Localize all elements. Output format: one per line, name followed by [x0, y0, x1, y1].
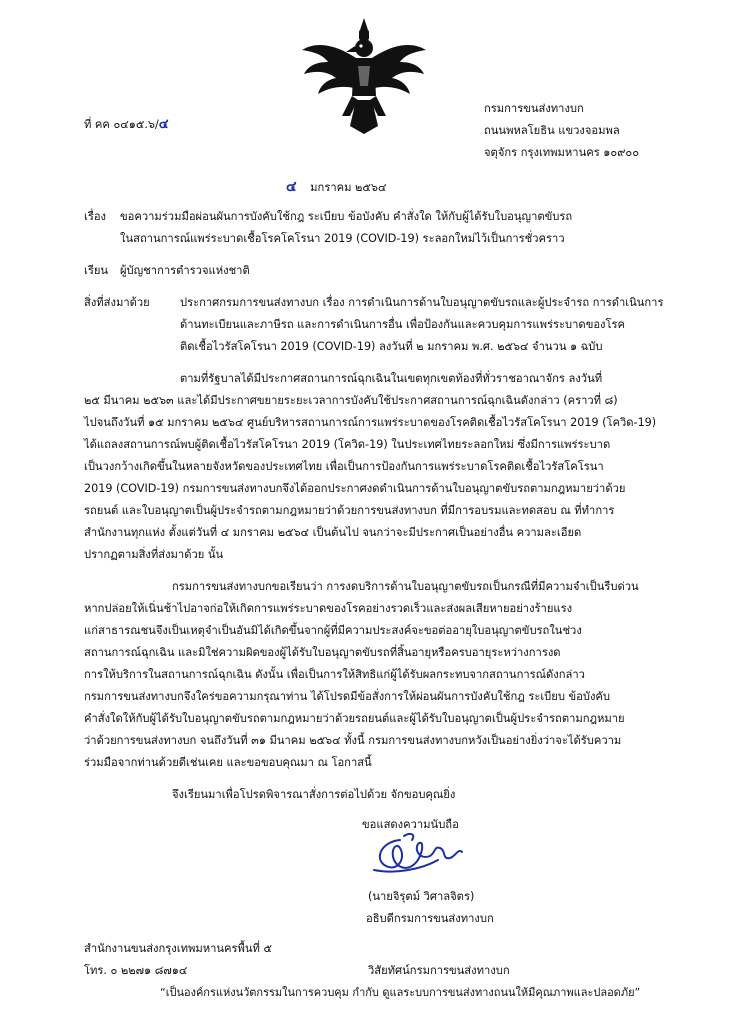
paragraph-line: เป็นวงกว้างเกิดขึ้นในหลายจังหวัดของประเทศไทย เพื่อเป็นการป้องกันการแพร่ระบาดโรคติดเชื้อไวรัสโคโรนา [84, 460, 604, 473]
paragraph-line: ปรากฏตามสิ่งที่ส่งมาด้วย นั้น [84, 548, 224, 561]
recipient-name: ผู้บัญชาการตำรวจแห่งชาติ [120, 264, 250, 277]
paragraph-line: กรมการขนส่งทางบกขอเรียนว่า การงดบริการด้านใบอนุญาตขับรถเป็นกรณีที่มีความจำเป็นรีบด่วน [172, 580, 639, 593]
paragraph-line: ไปจนถึงวันที่ ๑๕ มกราคม ๒๕๖๔ ศูนย์บริหารสถานการณ์การแพร่ระบาดของโรคติดเชื้อไวรัสโคโรนา 2019 (โควิด-19) [84, 416, 657, 429]
agency-address-line1: ถนนพหลโยธิน แขวงจอมพล [484, 124, 620, 137]
paragraph-line: ร่วมมือจากท่านด้วยดีเช่นเคย และขอขอบคุณมา ณ โอกาสนี้ [84, 756, 372, 769]
paragraph-line: รถยนต์ และใบอนุญาตเป็นผู้ประจำรถตามกฎหมายว่าด้วยการขนส่งทางบก ที่มีการอบรมและทดสอบ ณ ที่ทำการ [84, 504, 615, 517]
enclosure-label: สิ่งที่ส่งมาด้วย [84, 296, 150, 309]
paragraph-line: ๒๕ มีนาคม ๒๕๖๓ และได้มีประกาศขยายระยะเวลาการบังคับใช้ประกาศสถานการณ์ฉุกเฉินดังกล่าว (คราวที่ ๘) [84, 394, 618, 407]
letter-date [286, 180, 386, 195]
paragraph-line: แก่สาธารณชนจึงเป็นเหตุจำเป็นอันมิได้เกิดขึ้นจากผู้ที่มีความประสงค์จะขอต่ออายุใบอนุญาตขับรถในช่วง [84, 624, 582, 637]
enclosure-line3: ติดเชื้อไวรัสโคโรนา 2019 (COVID-19) ลงวันที่ ๒ มกราคม พ.ศ. ๒๕๖๔ จำนวน ๑ ฉบับ [180, 340, 603, 353]
footer-vision-text: “เป็นองค์กรแห่งนวัตกรรมในการควบคุม กำกับ ดูแลระบบการขนส่งทางถนนให้มีคุณภาพและปลอดภัย” [160, 986, 641, 999]
subject-line1: ขอความร่วมมือผ่อนผันการบังคับใช้กฎ ระเบียบ ข้อบังคับ คำสั่งใด ให้กับผู้ได้รับใบอนุญาตขับรถ [120, 210, 573, 223]
signer-title: อธิบดีกรมการขนส่งทางบก [366, 912, 494, 925]
ref-number-handwritten: ๔ [158, 117, 169, 132]
paragraph-line: ว่าด้วยการขนส่งทางบก จนถึงวันที่ ๓๑ มีนาคม ๒๕๖๔ ทั้งนี้ กรมการขนส่งทางบกหวังเป็นอย่างยิ่งว่าจะได้รับความ [84, 734, 622, 747]
agency-name: กรมการขนส่งทางบก [484, 102, 584, 115]
signer-name: (นายจิรุตม์ วิศาลจิตร) [368, 890, 475, 903]
paragraph-line: ตามที่รัฐบาลได้มีประกาศสถานการณ์ฉุกเฉินในเขตทุกเขตท้องที่ทั่วราชอาณาจักร ลงวันที่ [180, 372, 603, 385]
agency-address-line2: จตุจักร กรุงเทพมหานคร ๑๐๙๐๐ [484, 146, 640, 159]
paragraph-line: กรมการขนส่งทางบกจึงใคร่ขอความกรุณาท่าน ได้โปรดมีข้อสั่งการให้ผ่อนผันการบังคับใช้กฎ ระเบียบ ข้อบังคับ [84, 690, 610, 703]
footer-vision-label: วิสัยทัศน์กรมการขนส่งทางบก [368, 964, 510, 977]
date-text: มกราคม ๒๕๖๔ [310, 181, 387, 194]
paragraph-line: การให้บริการในสถานการณ์ฉุกเฉิน ดังนั้น เพื่อเป็นการให้สิทธิแก่ผู้ได้รับผลกระทบจากสถานการณ์ดังกล่าว [84, 668, 585, 681]
recipient-label: เรียน [84, 264, 109, 277]
paragraph-line: คำสั่งใดให้กับผู้ได้รับใบอนุญาตขับรถตามกฎหมายว่าด้วยรถยนต์และผู้ได้รับใบอนุญาตเป็นผู้ประจำรถตามกฎหมาย [84, 712, 625, 725]
enclosure-line1: ประกาศกรมการขนส่งทางบก เรื่อง การดำเนินการด้านใบอนุญาตขับรถและผู้ประจำรถ การดำเนินการ [180, 296, 664, 309]
footer-office: สำนักงานขนส่งกรุงเทพมหานครพื้นที่ ๕ [84, 942, 272, 955]
paragraph-line: ได้แถลงสถานการณ์พบผู้ติดเชื้อไวรัสโคโรนา 2019 (โควิด-19) ในประเทศไทยระลอกใหม่ ซึ่งมีการแพร่ระบาด [84, 438, 611, 451]
paragraph-line: หากปล่อยให้เนิ่นช้าไปอาจก่อให้เกิดการแพร่ระบาดของโรคอย่างรวดเร็วและส่งผลเสียหายอย่างร้ายแรง [84, 602, 573, 615]
paragraph-line: สถานการณ์ฉุกเฉิน และมิใช่ความผิดของผู้ได้รับใบอนุญาตขับรถที่สิ้นอายุหรือครบอายุระหว่างการงด [84, 646, 561, 659]
handwritten-signature [360, 830, 470, 878]
ref-number-text: ที่ คค ๐๔๑๕.๖/ [84, 118, 159, 131]
footer-phone: โทร. ๐ ๒๒๗๑ ๘๗๑๔ [84, 964, 188, 977]
garuda-emblem-icon [298, 16, 430, 136]
subject-label: เรื่อง [84, 210, 107, 223]
subject-line2: ในสถานการณ์แพร่ระบาดเชื้อโรคโคโรนา 2019 (COVID-19) ระลอกใหม่ไว้เป็นการชั่วคราว [120, 232, 565, 245]
closing-regards: ขอแสดงความนับถือ [362, 818, 459, 831]
closing-request: จึงเรียนมาเพื่อโปรดพิจารณาสั่งการต่อไปด้วย จักขอบคุณยิ่ง [172, 788, 456, 801]
paragraph-line: 2019 (COVID-19) กรมการขนส่งทางบกจึงได้ออกประกาศงดดำเนินการด้านใบอนุญาตขับรถตามกฎหมายว่าด้วย [84, 482, 626, 495]
enclosure-line2: ด้านทะเบียนและภาษีรถ และการดำเนินการอื่น เพื่อป้องกันและควบคุมการแพร่ระบาดของโรค [180, 318, 626, 331]
ref-number [84, 118, 169, 132]
paragraph-line: สำนักงานทุกแห่ง ตั้งแต่วันที่ ๔ มกราคม ๒๕๖๔ เป็นต้นไป จนกว่าจะมีประกาศเป็นอย่างอื่น ความละเอียด [84, 526, 582, 539]
date-day-handwritten: ๔ [286, 179, 297, 195]
